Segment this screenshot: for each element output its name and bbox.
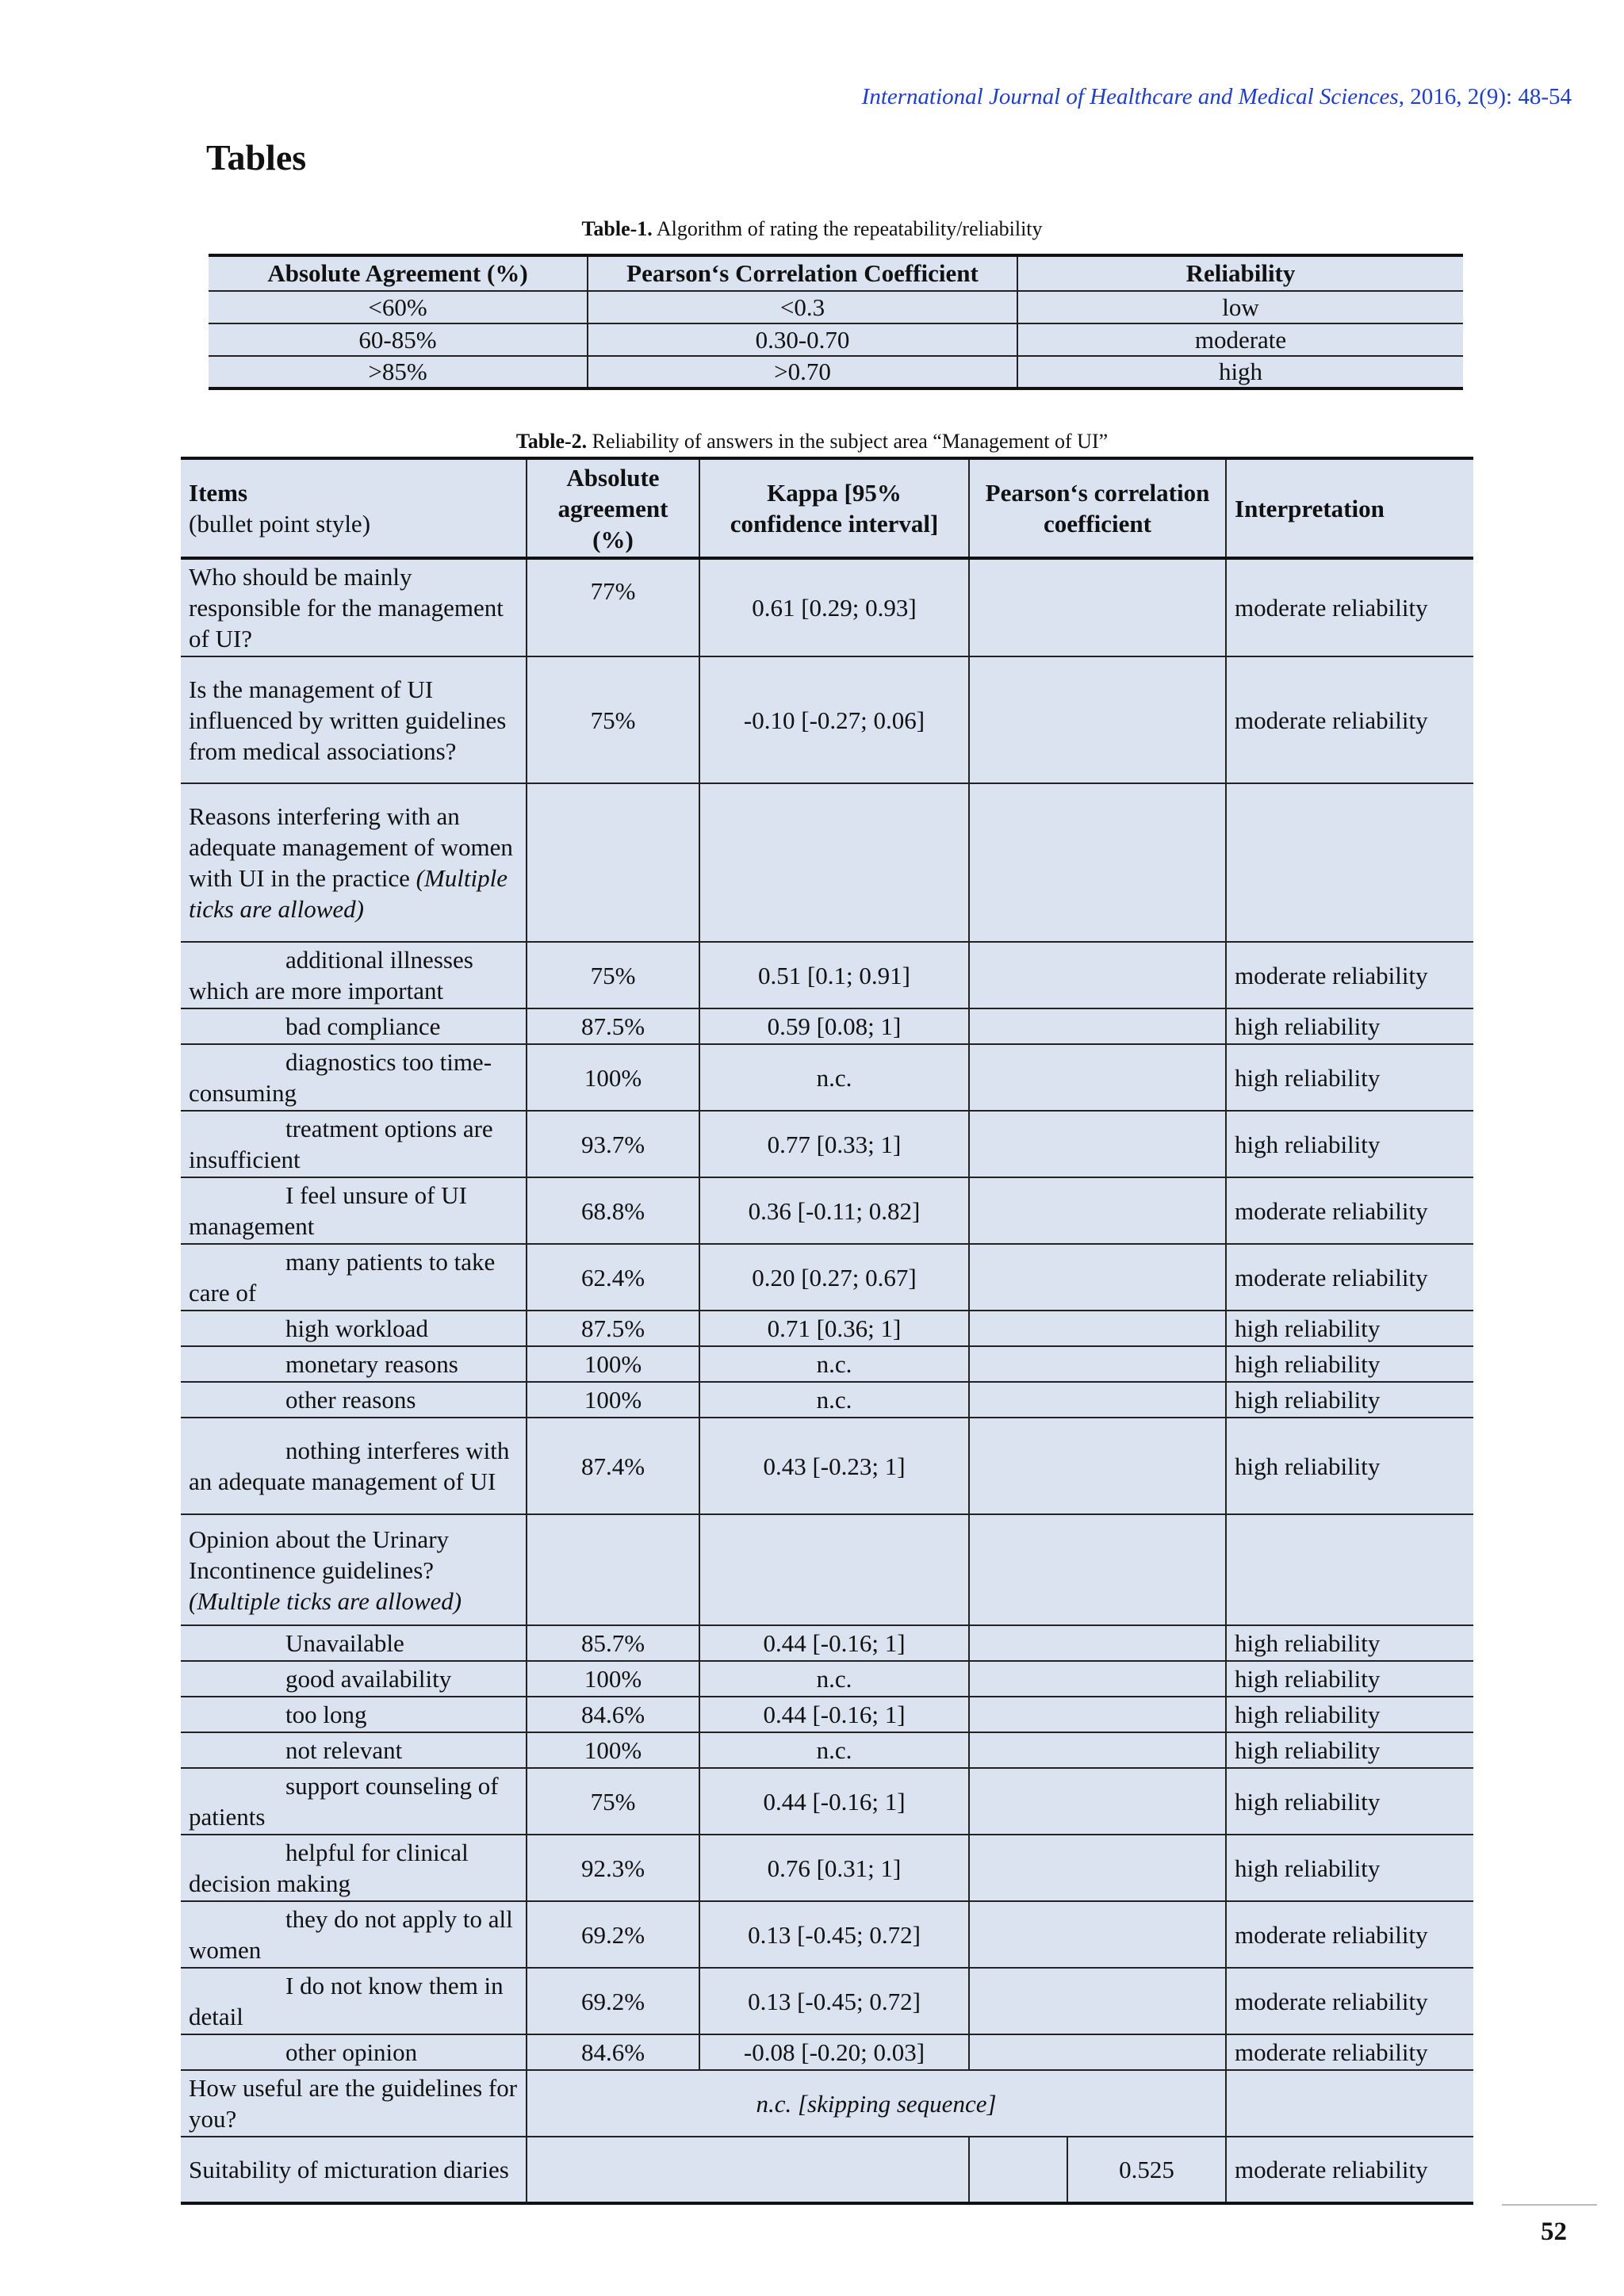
section-title: Tables (206, 137, 307, 178)
interpretation-cell: moderate reliability (1226, 2034, 1473, 2070)
kappa-cell (699, 783, 969, 942)
item-cell (181, 1968, 527, 2034)
item-text: good availability (285, 1665, 452, 1693)
table-cell: 60-85% (209, 323, 588, 356)
table-row (181, 1968, 1473, 2034)
pearson-cell (969, 783, 1226, 942)
item-text: treatment options are insufficient (189, 1115, 493, 1173)
pearson-cell (969, 1697, 1226, 1732)
journal-citation: , 2016, 2(9): 48-54 (1398, 84, 1572, 109)
item-cell (181, 1244, 527, 1311)
interpretation-cell: moderate reliability (1226, 1177, 1473, 1244)
item-cell (181, 1311, 527, 1346)
absolute-cell: 85.7% (527, 1625, 699, 1661)
table1 (209, 254, 1463, 390)
interpretation-cell: high reliability (1226, 1111, 1473, 1177)
pearson-cell (969, 1111, 1226, 1177)
item-cell (181, 1177, 527, 1244)
absolute-cell (527, 1514, 699, 1625)
absolute-cell: 84.6% (527, 1697, 699, 1732)
page-number: 52 (1541, 2218, 1567, 2246)
interpretation-cell: moderate reliability (1226, 1901, 1473, 1968)
kappa-cell: 0.76 [0.31; 1] (699, 1835, 969, 1901)
pearson-cell (969, 1768, 1226, 1835)
table2-caption-text: Reliability of answers in the subject area “Management of UI” (587, 430, 1109, 453)
absolute-cell: 87.5% (527, 1311, 699, 1346)
table-cell: high (1017, 356, 1463, 388)
pearson-cell (969, 1244, 1226, 1311)
table2-header-items-sub: (bullet point style) (189, 510, 371, 538)
kappa-cell: n.c. (699, 1346, 969, 1382)
journal-name: International Journal of Healthcare and Medical Sciences (861, 84, 1399, 109)
item-text: they do not apply to all women (189, 1905, 513, 1964)
table-row (181, 1111, 1473, 1177)
interpretation-cell: moderate reliability (1226, 558, 1473, 656)
table-row (181, 1044, 1473, 1111)
kappa-cell: n.c. (699, 1661, 969, 1697)
absolute-cell: 100% (527, 1346, 699, 1382)
table-row (181, 1625, 1473, 1661)
kappa-cell: 0.59 [0.08; 1] (699, 1008, 969, 1044)
table2-header-kappa: Kappa [95% confidence interval] (699, 458, 969, 558)
item-text: support counseling of patients (189, 1772, 499, 1831)
empty-cell (969, 2137, 1067, 2203)
item-cell (181, 1661, 527, 1697)
item-cell (181, 2034, 527, 2070)
table-row (181, 1244, 1473, 1311)
item-text: nothing interferes with an adequate management of UI (189, 1437, 510, 1495)
pearson-cell (969, 2034, 1226, 2070)
table2 (181, 457, 1473, 2205)
absolute-cell: 100% (527, 1382, 699, 1418)
table2-header-items-label: Items (189, 479, 248, 507)
absolute-cell: 100% (527, 1661, 699, 1697)
table2-caption (0, 430, 1624, 453)
kappa-cell: 0.36 [-0.11; 0.82] (699, 1177, 969, 1244)
item-cell (181, 1008, 527, 1044)
interpretation-cell: high reliability (1226, 1311, 1473, 1346)
pearson-cell (969, 1835, 1226, 1901)
item-cell (181, 1044, 527, 1111)
item-cell (181, 1768, 527, 1835)
table-row (181, 1311, 1473, 1346)
table1-header-row (209, 255, 1463, 291)
table-row (181, 2034, 1473, 2070)
table-row (209, 323, 1463, 356)
table2-caption-label: Table-2. (515, 430, 588, 453)
pearson-cell (969, 1901, 1226, 1968)
interpretation-cell: moderate reliability (1226, 2137, 1473, 2203)
interpretation-cell: high reliability (1226, 1661, 1473, 1697)
item-cell (181, 783, 527, 942)
item-text: high workload (285, 1314, 428, 1342)
empty-cell (527, 2137, 969, 2203)
table-row (209, 291, 1463, 323)
table2-header-interpretation: Interpretation (1226, 458, 1473, 558)
table-row (181, 1901, 1473, 1968)
interpretation-cell: moderate reliability (1226, 1968, 1473, 2034)
table-row (181, 1514, 1473, 1625)
interpretation-cell: high reliability (1226, 1697, 1473, 1732)
item-text: Is the management of UI influenced by written guidelines from medical associations? (189, 675, 507, 765)
table-cell: <0.3 (588, 291, 1017, 323)
absolute-cell: 93.7% (527, 1111, 699, 1177)
table2-body (181, 558, 1473, 2203)
interpretation-cell: high reliability (1226, 1835, 1473, 1901)
absolute-cell: 77% (527, 558, 699, 656)
absolute-cell: 69.2% (527, 1968, 699, 2034)
table-row (181, 656, 1473, 783)
table1-header-reliability: Reliability (1017, 255, 1463, 291)
kappa-cell: n.c. (699, 1044, 969, 1111)
pearson-cell (969, 1418, 1226, 1514)
item-text: monetary reasons (285, 1350, 458, 1378)
absolute-cell: 87.4% (527, 1418, 699, 1514)
item-note: (Multiple ticks are allowed) (189, 864, 508, 923)
pearson-cell (969, 942, 1226, 1008)
table-row (181, 783, 1473, 942)
item-cell (181, 1111, 527, 1177)
table2-header-pearson: Pearson‘s correlation coefficient (969, 458, 1226, 558)
item-text: additional illnesses which are more important (189, 946, 473, 1004)
table1-caption-text: Algorithm of rating the repeatability/reliability (652, 217, 1043, 240)
item-text: Unavailable (285, 1629, 404, 1657)
item-text: I feel unsure of UI management (189, 1181, 467, 1240)
journal-header (862, 84, 1572, 110)
absolute-cell: 100% (527, 1044, 699, 1111)
item-cell (181, 1901, 527, 1968)
item-cell (181, 1835, 527, 1901)
item-text: Suitability of micturation diaries (189, 2156, 509, 2183)
absolute-cell: 100% (527, 1732, 699, 1768)
pearson-cell (969, 558, 1226, 656)
pearson-cell (969, 656, 1226, 783)
pearson-cell (969, 1346, 1226, 1382)
interpretation-cell: high reliability (1226, 1044, 1473, 1111)
absolute-cell: 75% (527, 656, 699, 783)
kappa-cell: 0.61 [0.29; 0.93] (699, 558, 969, 656)
item-cell (181, 656, 527, 783)
table-row (181, 1418, 1473, 1514)
pearson-cell (969, 1732, 1226, 1768)
absolute-cell: 92.3% (527, 1835, 699, 1901)
table-row (181, 942, 1473, 1008)
table-row (181, 558, 1473, 656)
item-cell (181, 2070, 527, 2137)
table1-caption-label: Table-1. (581, 217, 653, 240)
kappa-cell: 0.44 [-0.16; 1] (699, 1625, 969, 1661)
item-text: not relevant (285, 1736, 403, 1764)
table-row (181, 1768, 1473, 1835)
item-text: other reasons (285, 1386, 416, 1414)
pearson-cell (969, 1514, 1226, 1625)
kappa-cell: 0.13 [-0.45; 0.72] (699, 1968, 969, 2034)
pearson-cell (969, 1008, 1226, 1044)
table-row (181, 2137, 1473, 2203)
interpretation-cell: high reliability (1226, 1418, 1473, 1514)
interpretation-cell (1226, 783, 1473, 942)
table-cell: 0.30-0.70 (588, 323, 1017, 356)
kappa-cell: 0.77 [0.33; 1] (699, 1111, 969, 1177)
absolute-cell: 68.8% (527, 1177, 699, 1244)
table-cell: >0.70 (588, 356, 1017, 388)
item-cell (181, 1382, 527, 1418)
pearson-cell (969, 1382, 1226, 1418)
kappa-cell: 0.20 [0.27; 0.67] (699, 1244, 969, 1311)
pearson-cell (969, 1968, 1226, 2034)
kappa-cell: 0.44 [-0.16; 1] (699, 1768, 969, 1835)
table-row (181, 1732, 1473, 1768)
item-cell (181, 1418, 527, 1514)
absolute-cell (527, 783, 699, 942)
interpretation-cell: moderate reliability (1226, 1244, 1473, 1311)
interpretation-cell (1226, 2070, 1473, 2137)
pearson-cell (969, 1311, 1226, 1346)
table-row (181, 1835, 1473, 1901)
item-note: (Multiple ticks are allowed) (189, 1586, 462, 1615)
interpretation-cell: high reliability (1226, 1732, 1473, 1768)
item-cell (181, 1697, 527, 1732)
item-text: bad compliance (285, 1012, 441, 1040)
table-row (209, 356, 1463, 388)
interpretation-cell: moderate reliability (1226, 656, 1473, 783)
absolute-cell: 75% (527, 1768, 699, 1835)
absolute-cell: 84.6% (527, 2034, 699, 2070)
merged-cell: n.c. [skipping sequence] (527, 2070, 1226, 2137)
table-row (181, 1177, 1473, 1244)
item-text: Opinion about the Urinary Incontinence guidelines? (189, 1525, 450, 1584)
item-cell (181, 942, 527, 1008)
pearson-cell (969, 1625, 1226, 1661)
pearson-cell (969, 1661, 1226, 1697)
item-cell (181, 1346, 527, 1382)
interpretation-cell: high reliability (1226, 1008, 1473, 1044)
interpretation-cell: high reliability (1226, 1346, 1473, 1382)
item-text: I do not know them in detail (189, 1972, 504, 2030)
kappa-cell: 0.13 [-0.45; 0.72] (699, 1901, 969, 1968)
interpretation-cell: high reliability (1226, 1382, 1473, 1418)
kappa-cell: -0.08 [-0.20; 0.03] (699, 2034, 969, 2070)
table-row (181, 1661, 1473, 1697)
table-cell: moderate (1017, 323, 1463, 356)
item-text: diagnostics too time-consuming (189, 1048, 492, 1107)
item-cell (181, 1514, 527, 1625)
pearson-cell: 0.525 (1067, 2137, 1226, 2203)
kappa-cell: 0.44 [-0.16; 1] (699, 1697, 969, 1732)
item-cell (181, 1732, 527, 1768)
absolute-cell: 62.4% (527, 1244, 699, 1311)
item-text: Who should be mainly responsible for the management of UI? (189, 563, 504, 652)
item-text: too long (285, 1701, 367, 1728)
table-cell: <60% (209, 291, 588, 323)
absolute-cell: 87.5% (527, 1008, 699, 1044)
item-text: other opinion (285, 2038, 418, 2066)
table-cell: >85% (209, 356, 588, 388)
kappa-cell: 0.51 [0.1; 0.91] (699, 942, 969, 1008)
table2-header-absolute: Absolute agreement (%) (527, 458, 699, 558)
item-text: How useful are the guidelines for you? (189, 2074, 518, 2133)
table1-header-pearson: Pearson‘s Correlation Coefficient (588, 255, 1017, 291)
footer-divider (1502, 2204, 1597, 2206)
kappa-cell: -0.10 [-0.27; 0.06] (699, 656, 969, 783)
item-cell (181, 1625, 527, 1661)
kappa-cell (699, 1514, 969, 1625)
table-row (181, 1346, 1473, 1382)
interpretation-cell: high reliability (1226, 1625, 1473, 1661)
item-cell (181, 558, 527, 656)
item-text: many patients to take care of (189, 1248, 496, 1307)
pearson-cell (969, 1177, 1226, 1244)
table-row (181, 1008, 1473, 1044)
absolute-cell: 69.2% (527, 1901, 699, 1968)
interpretation-cell (1226, 1514, 1473, 1625)
pearson-cell (969, 1044, 1226, 1111)
item-text: helpful for clinical decision making (189, 1839, 469, 1897)
absolute-cell: 75% (527, 942, 699, 1008)
table1-header-absolute: Absolute Agreement (%) (209, 255, 588, 291)
interpretation-cell: high reliability (1226, 1768, 1473, 1835)
item-text: Reasons interfering with an adequate management of women with UI in the practice (189, 802, 513, 892)
kappa-cell: 0.71 [0.36; 1] (699, 1311, 969, 1346)
table-row (181, 2070, 1473, 2137)
table-row (181, 1697, 1473, 1732)
kappa-cell: n.c. (699, 1382, 969, 1418)
interpretation-cell: moderate reliability (1226, 942, 1473, 1008)
table-row (181, 1382, 1473, 1418)
table2-header-items (181, 458, 527, 558)
item-cell (181, 2137, 527, 2203)
kappa-cell: n.c. (699, 1732, 969, 1768)
kappa-cell: 0.43 [-0.23; 1] (699, 1418, 969, 1514)
table-cell: low (1017, 291, 1463, 323)
table2-header-row (181, 458, 1473, 558)
table1-caption (0, 217, 1624, 241)
